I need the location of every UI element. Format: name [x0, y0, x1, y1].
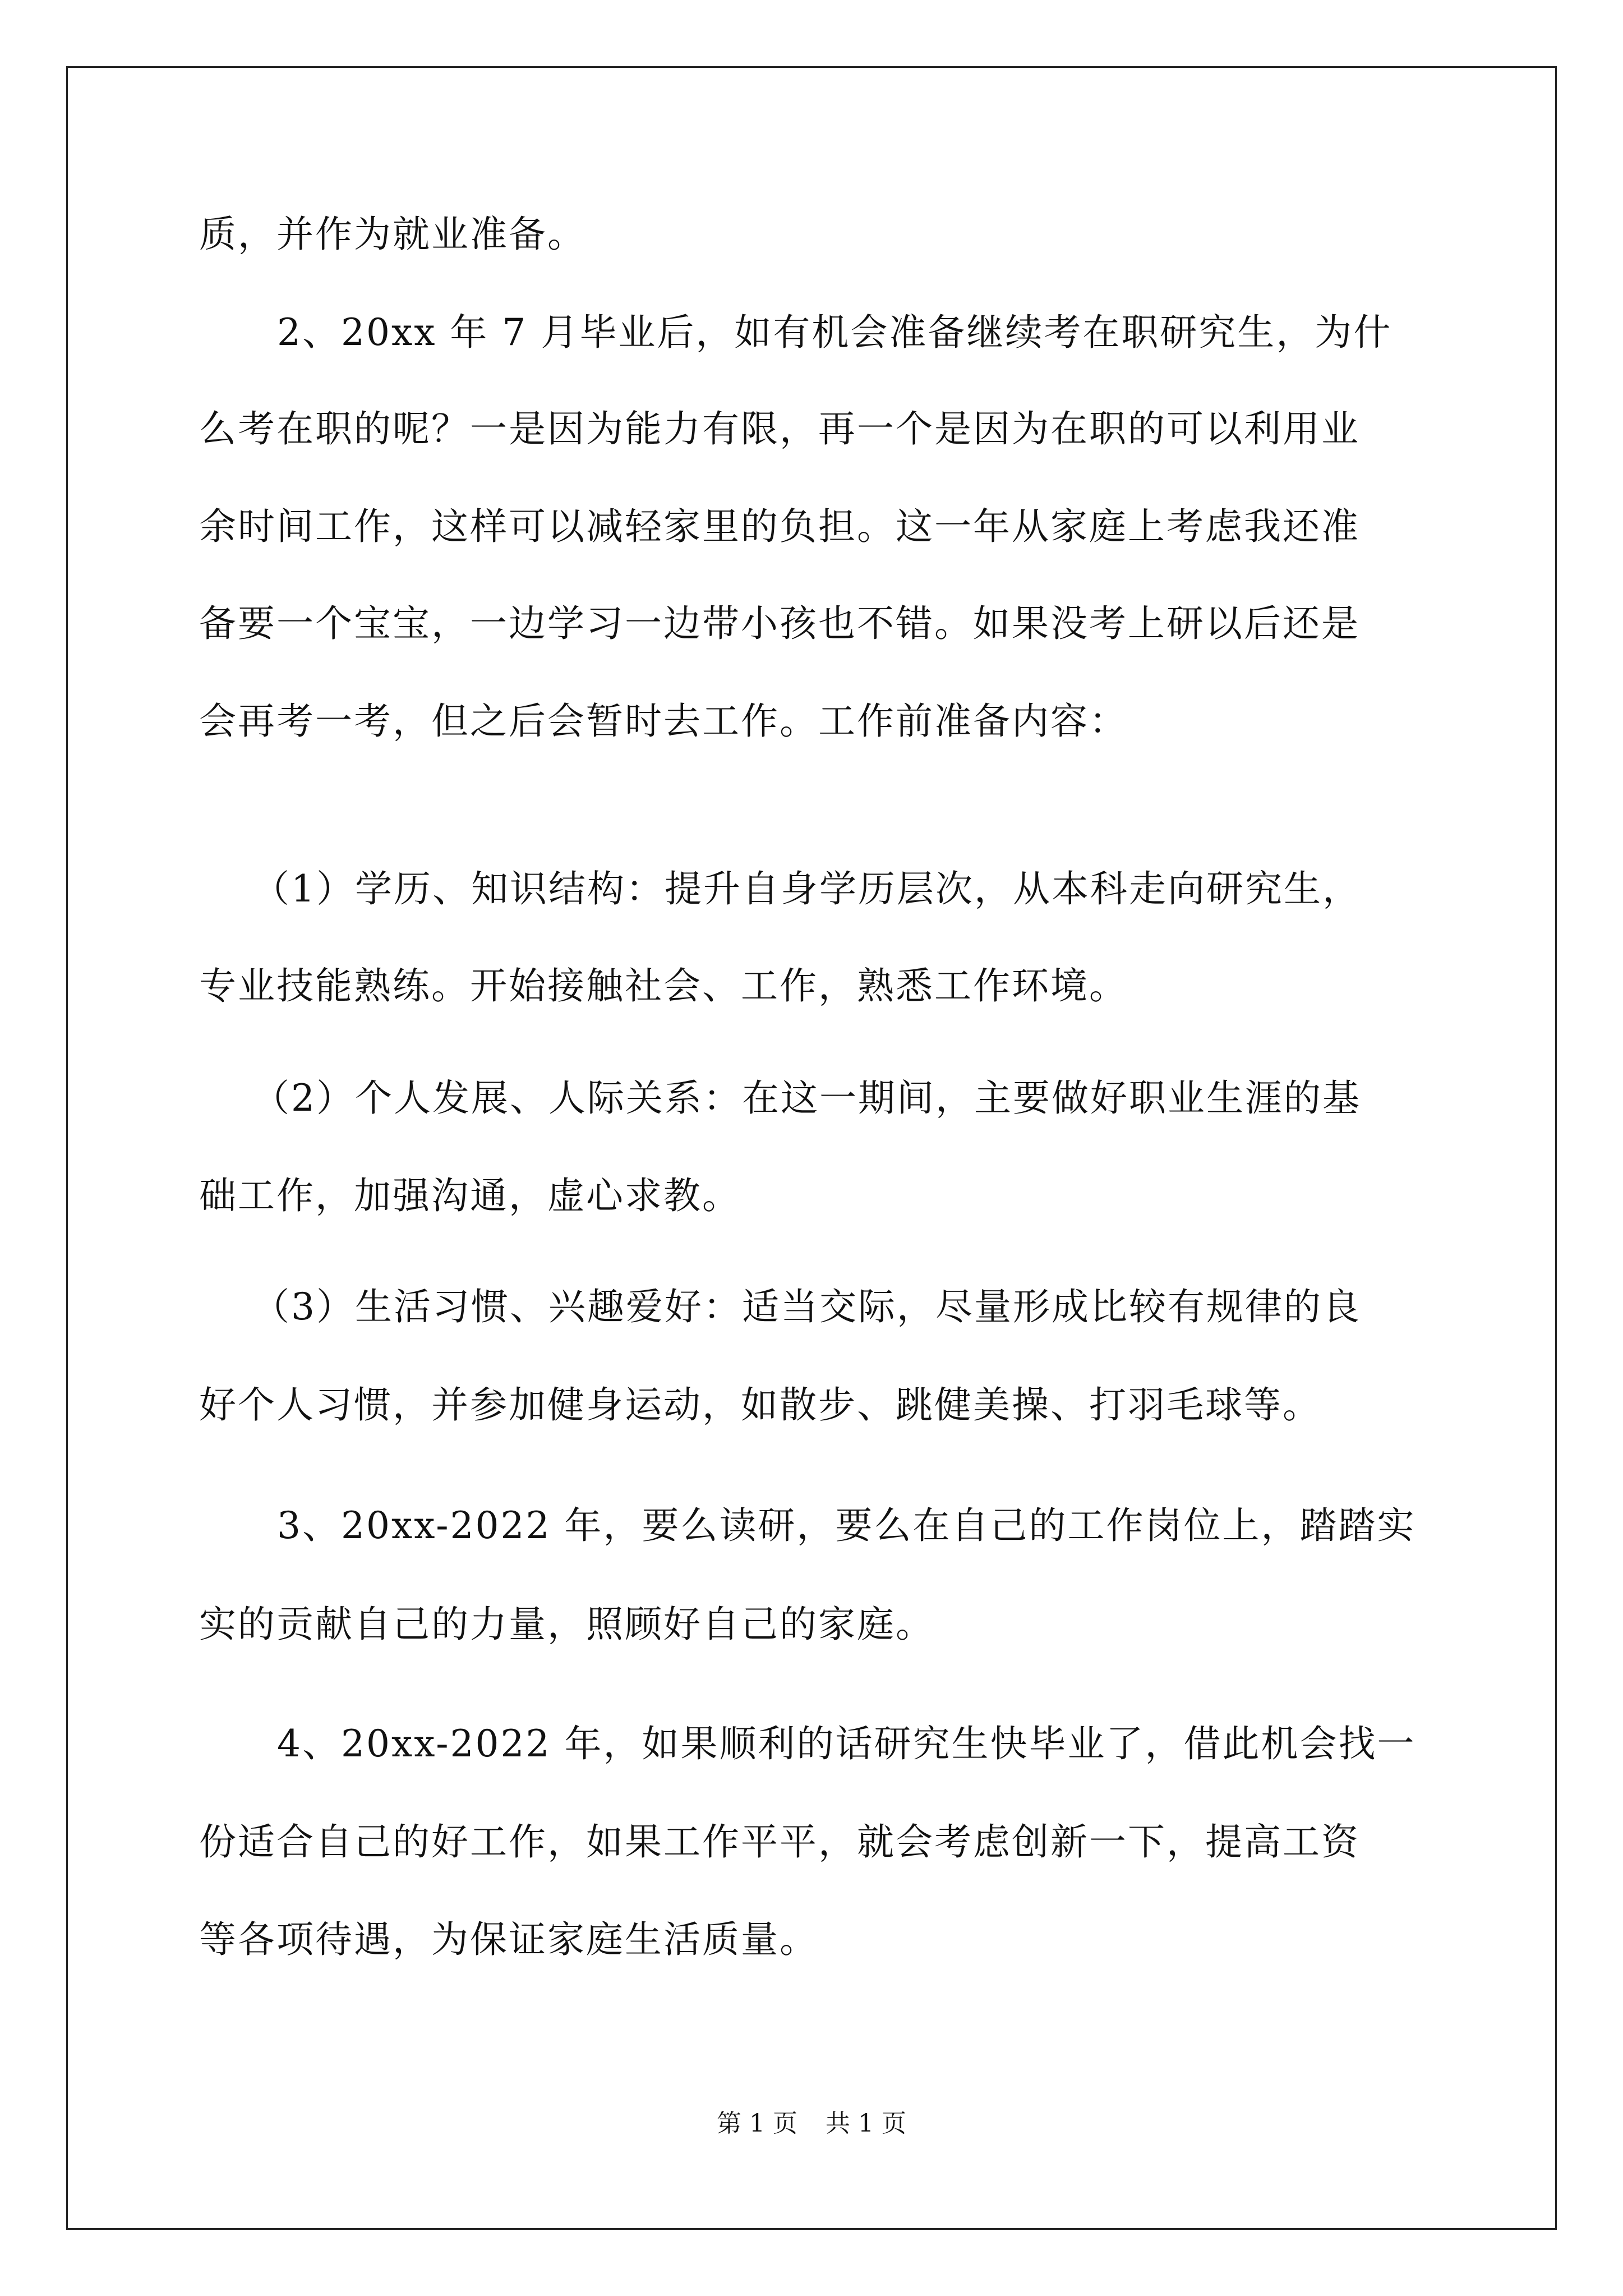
page-footer [0, 2108, 1623, 2139]
paragraph-line: 实的贡献自己的力量，照顾好自己的家庭。 [199, 1603, 934, 1646]
paragraph-line: 3、20xx-2022 年，要么读研，要么在自己的工作岗位上，踏踏实 [277, 1504, 1416, 1547]
paragraph-line: 会再考一考，但之后会暂时去工作。工作前准备内容： [199, 700, 1128, 743]
page-total-label: 共 1 页 [826, 2109, 906, 2138]
paragraph-line: 等各项待遇，为保证家庭生活质量。 [199, 1918, 818, 1961]
paragraph-line: 2、20xx 年 7 月毕业后，如有机会准备继续考在职研究生，为什 [277, 311, 1393, 354]
paragraph-line: 么考在职的呢？一是因为能力有限，再一个是因为在职的可以利用业 [199, 407, 1360, 450]
paragraph-line: （2）个人发展、人际关系：在这一期间，主要做好职业生涯的基 [252, 1076, 1361, 1120]
page-current-label: 第 1 页 [717, 2109, 797, 2138]
paragraph-line: 专业技能熟练。开始接触社会、工作，熟悉工作环境。 [199, 964, 1128, 1007]
paragraph-line: （1）学历、知识结构：提升自身学历层次，从本科走向研究生， [252, 867, 1361, 910]
paragraph-line: 4、20xx-2022 年，如果顺利的话研究生快毕业了，借此机会找一 [277, 1722, 1416, 1765]
paragraph-line: 备要一个宝宝，一边学习一边带小孩也不错。如果没考上研以后还是 [199, 602, 1360, 645]
paragraph-line: 余时间工作，这样可以减轻家里的负担。这一年从家庭上考虑我还准 [199, 505, 1360, 548]
paragraph-line: 础工作，加强沟通，虚心求教。 [199, 1174, 741, 1217]
paragraph-line: 份适合自己的好工作，如果工作平平，就会考虑创新一下，提高工资 [199, 1820, 1360, 1864]
paragraph-line: 好个人习惯，并参加健身运动，如散步、跳健美操、打羽毛球等。 [199, 1383, 1321, 1427]
paragraph-line: 质，并作为就业准备。 [199, 213, 586, 256]
page-border [66, 66, 1557, 2230]
paragraph-line: （3）生活习惯、兴趣爱好：适当交际，尽量形成比较有规律的良 [252, 1285, 1361, 1328]
